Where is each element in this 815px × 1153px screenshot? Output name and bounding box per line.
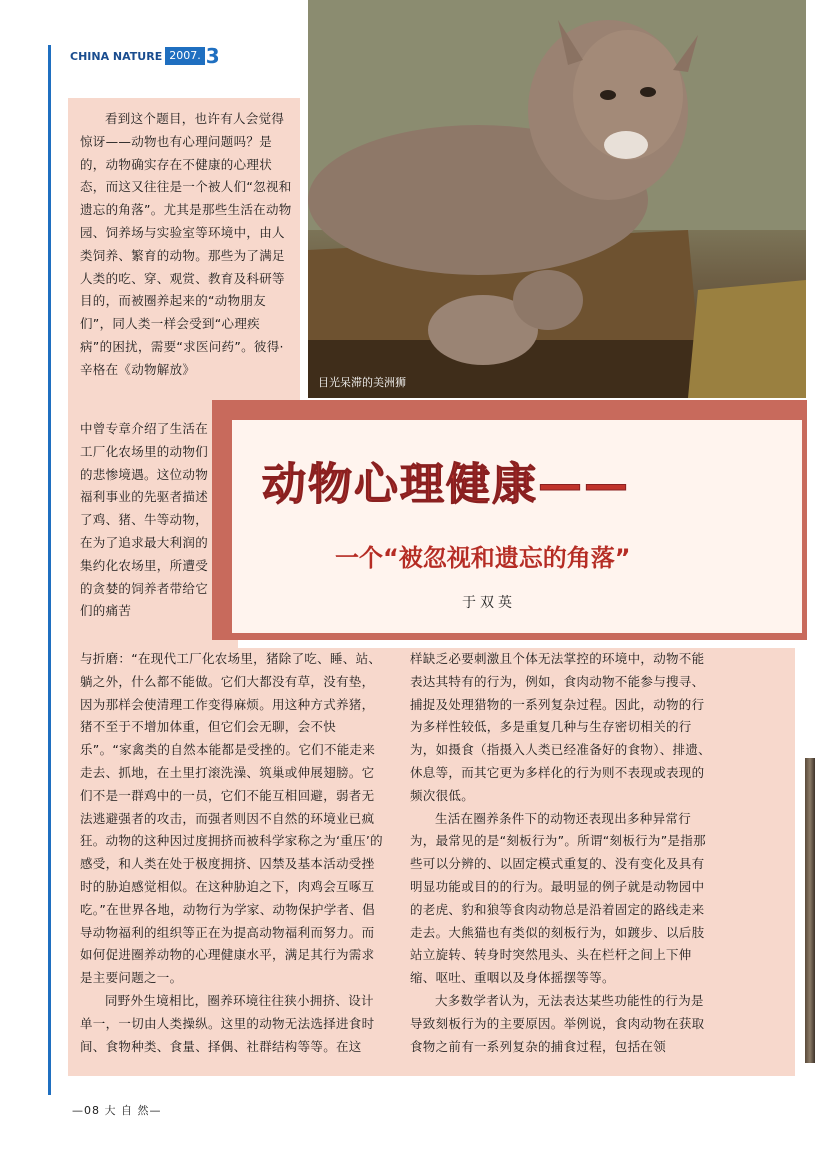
paragraph: 大多数学者认为，无法表达某些功能性的行为是导致刻板行为的主要原因。举例说，食肉动物在获取食物之前有一系列复杂的捕食过程，包括在领 bbox=[410, 992, 705, 1054]
magazine-name: CHINA NATURE bbox=[67, 50, 165, 63]
edge-photo-strip bbox=[805, 758, 815, 1063]
paragraph: 中曾专章介绍了生活在工厂化农场里的动物们的悲惨境遇。这位动物福利事业的先驱者描述了鸡、猪、牛等动物，在为了追求最大利润的集约化农场里，所遭受的贪婪的饲养者带给它们的痛苦 bbox=[80, 421, 209, 619]
paragraph: 与折磨：“在现代工厂化农场里，猪除了吃、睡、站、躺之外，什么都不能做。它们大都没有草，没有垫，因为那样会使清理工作变得麻烦。用这种方式养猪，猪不至于不增加体重，但它们会无聊，会不快乐”。“家禽类的自然本能都是受挫的。它们不能走来走去、抓地，在土里打滚洗澡、筑巢或伸展翅膀。它们不是一群鸡中的一员，它们不能互相回避，弱者无法逃避强者的攻击，而强者则因不自然的环境业已疯狂。动物的这种因过度拥挤而被科学家称之为‘重压’的感受，和人类在处于极度拥挤、囚禁及基本活动受挫时的胁迫感觉相似。在这种胁迫之下，肉鸡会互啄互吃。”在世界各地，动物行为学家、动物保护学者、倡导动物福利的组织等正在为提高动物福利而努力。而如何促进圈养动物的心理健康水平，满足其行为需求是主要问题之一。 bbox=[80, 651, 383, 986]
magazine-issue: 3 bbox=[205, 44, 220, 68]
magazine-tag bbox=[67, 44, 220, 68]
puma-photo bbox=[308, 0, 806, 398]
article-subtitle: 一个“被忽视和遗忘的角落” bbox=[335, 544, 631, 572]
photo-caption: 目光呆滞的美洲狮 bbox=[318, 376, 406, 389]
paragraph: 同野外生境相比，圈养环境往往狭小拥挤、设计单一，一切由人类操纵。这里的动物无法选择进食时间、食物种类、食量、择偶、社群结构等等。在这 bbox=[80, 992, 375, 1054]
paragraph: 样缺乏必要刺激且个体无法掌控的环境中，动物不能表达其特有的行为，例如，食肉动物不能参与搜寻、捕捉及处理猎物的一系列复杂过程。因此，动物的行为多样性较低，多是重复几种与生存密切相关的行为，如摄食（指摄入人类已经准备好的食物）、排遗、休息等，而其它更为多样化的行为则不表现或表现的频次很低。 bbox=[410, 651, 711, 803]
paragraph: 生活在圈养条件下的动物还表现出多种异常行为，最常见的是“刻板行为”。所谓“刻板行为”是指那些可以分辨的、以固定模式重复的、没有变化及具有明显功能或目的的行为。最明显的例子就是动物园中的老虎、豹和狼等食肉动物总是沿着固定的路线走来走去。大熊猫也有类似的刻板行为，如踱步、以后肢站立旋转、转身时突然甩头、头在栏杆之间上下伸缩、呕吐、重咽以及身体摇摆等等。 bbox=[410, 810, 706, 986]
left-rule bbox=[48, 45, 51, 1095]
paragraph: 看到这个题目，也许有人会觉得惊讶——动物也有心理问题吗？是的，动物确实存在不健康的心理状态，而这又往往是一个被人们“忽视和遗忘的角落”。尤其是那些生活在动物园、饲养场与实验室等环境中，由人类饲养、繁育的动物。那些为了满足人类的吃、穿、观赏、教育及科研等目的，而被圈养起来的“动物朋友们”，同人类一样会受到“心理疾病”的困扰，需要“求医问药”。彼得·辛格在《动物解放》 bbox=[80, 111, 292, 377]
page-footer: —08 大 自 然— bbox=[72, 1104, 162, 1117]
article-title: 动物心理健康—— bbox=[262, 459, 630, 510]
body-column-a bbox=[80, 108, 292, 382]
body-column-b bbox=[80, 418, 218, 623]
body-column-d bbox=[410, 648, 712, 1058]
magazine-year: 2007. bbox=[165, 47, 205, 65]
article-author: 于双英 bbox=[462, 595, 516, 611]
body-column-c bbox=[80, 648, 385, 1058]
